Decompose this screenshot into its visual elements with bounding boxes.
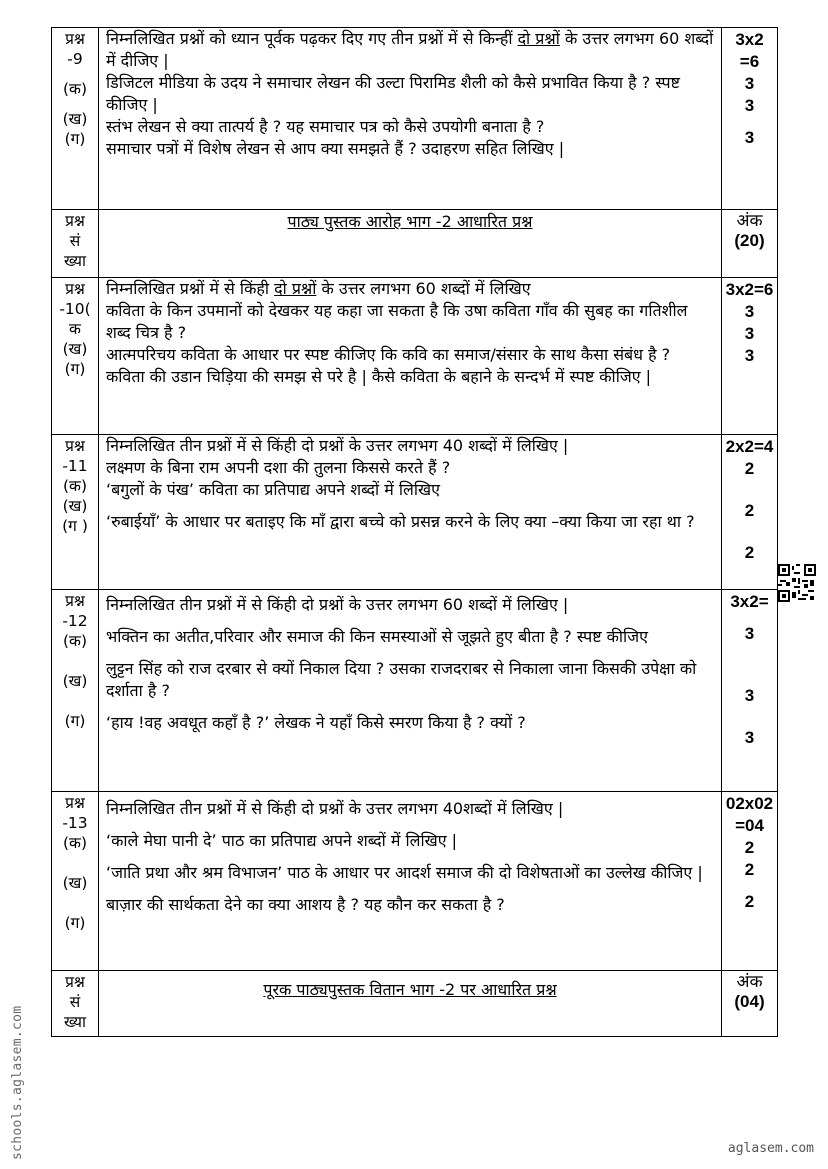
question-row-10 bbox=[52, 278, 778, 435]
question-text: कविता के किन उपमानों को देखकर यह कहा जा सकता है कि उषा कविता गाँव की सुबह का गतिशील शब्द चित्र है ? bbox=[106, 301, 688, 342]
header-num-line: ख्या bbox=[63, 1013, 87, 1031]
marks-value: 3 bbox=[744, 302, 755, 321]
question-row-13 bbox=[52, 792, 778, 971]
marks-value: 3 bbox=[744, 686, 755, 705]
section-title-cell bbox=[99, 210, 722, 278]
marks-heading: अंक bbox=[736, 211, 763, 231]
marks-value: 2 bbox=[744, 501, 755, 520]
sub-label-ka: (क) bbox=[63, 834, 87, 852]
question-number-cell bbox=[52, 435, 99, 590]
qr-code-icon bbox=[778, 564, 816, 602]
marks-value: 3 bbox=[744, 96, 755, 115]
marks-value: 3x2 bbox=[735, 30, 764, 49]
section-title-cell bbox=[99, 971, 722, 1037]
num-line: प्रश्न bbox=[65, 437, 85, 455]
sub-label-ga: (ग ) bbox=[62, 517, 88, 535]
question-instruction: निम्नलिखित प्रश्नों में से किंही दो प्रश्नों के उत्तर लगभग 60 शब्दों में लिखिए bbox=[106, 279, 531, 298]
num-line: -9 bbox=[67, 50, 83, 68]
sub-label-ga: (ग) bbox=[64, 130, 86, 148]
header-num-line: ख्या bbox=[63, 252, 87, 270]
question-body-cell bbox=[99, 435, 722, 590]
marks-cell bbox=[722, 278, 778, 435]
question-text: ‘जाति प्रथा और श्रम विभाजन’ पाठ के आधार पर आदर्श समाज की दो विशेषताओं का उल्लेख कीजिए | bbox=[106, 863, 703, 882]
marks-value: 3 bbox=[744, 728, 755, 747]
question-number-header bbox=[52, 971, 99, 1037]
question-text: ‘बगुलों के पंख’ कविता का प्रतिपाद्य अपने शब्दों में लिखिए bbox=[106, 480, 440, 499]
question-body-cell bbox=[99, 278, 722, 435]
section-total: (04) bbox=[734, 992, 765, 1011]
question-text: लुट्टन सिंह को राज दरबार से क्यों निकाल दिया ? उसका राजदराबर से निकाला जाना किसकी उपेक्षा को दर्शाता है ? bbox=[106, 659, 697, 700]
sub-label-ga: (ग) bbox=[64, 914, 86, 932]
question-body-cell bbox=[99, 28, 722, 210]
num-line: प्रश्न bbox=[65, 592, 85, 610]
marks-value: 3 bbox=[744, 324, 755, 343]
sub-label-kha: (ख) bbox=[62, 497, 88, 515]
section-marks-cell bbox=[722, 210, 778, 278]
marks-cell bbox=[722, 435, 778, 590]
section-header-row bbox=[52, 210, 778, 278]
num-line: -12 bbox=[62, 612, 88, 630]
header-num-line: प्रश्न bbox=[65, 212, 85, 230]
question-text: लक्ष्मण के बिना राम अपनी दशा की तुलना किससे करते हैं ? bbox=[106, 458, 451, 477]
num-line: प्रश्न bbox=[65, 30, 85, 48]
question-instruction: निम्नलिखित प्रश्नों को ध्यान पूर्वक पढ़कर दिए गए तीन प्रश्नों में से किन्हीं दो प्रश्नों के उत्तर लगभग 60 शब्दों में दीजिए | bbox=[106, 29, 714, 70]
header-num-line: प्रश्न bbox=[65, 973, 85, 991]
question-row-9 bbox=[52, 28, 778, 210]
header-num-line: सं bbox=[69, 232, 81, 250]
marks-cell bbox=[722, 28, 778, 210]
marks-value: 2 bbox=[744, 860, 755, 879]
question-text: बाज़ार की सार्थकता देने का क्या आशय है ? यह कौन कर सकता है ? bbox=[106, 895, 505, 914]
section-total: (20) bbox=[734, 231, 765, 250]
question-instruction: निम्नलिखित तीन प्रश्नों में से किंही दो प्रश्नों के उत्तर लगभग 40 शब्दों में लिखिए | bbox=[106, 436, 569, 455]
sub-label-kha: (ख) bbox=[62, 874, 88, 892]
sub-label-kha: (ख) bbox=[62, 672, 88, 690]
question-row-12 bbox=[52, 590, 778, 792]
marks-value: =04 bbox=[735, 816, 764, 835]
marks-value: 2 bbox=[744, 543, 755, 562]
marks-value: 3 bbox=[744, 346, 755, 365]
marks-value: 3 bbox=[744, 74, 755, 93]
marks-cell bbox=[722, 792, 778, 971]
num-line: -13 bbox=[62, 814, 88, 832]
marks-heading: अंक bbox=[736, 972, 763, 992]
sub-label-ka: (क) bbox=[63, 477, 87, 495]
question-instruction: निम्नलिखित तीन प्रश्नों में से किंही दो प्रश्नों के उत्तर लगभग 40शब्दों में लिखिए | bbox=[106, 799, 564, 818]
question-text: ‘हाय !वह अवधूत कहाँ है ?’ लेखक ने यहाँ किसे स्मरण किया है ? क्यों ? bbox=[106, 713, 526, 732]
question-number-cell bbox=[52, 792, 99, 971]
sub-label-ga: (ग) bbox=[64, 712, 86, 730]
question-table bbox=[51, 27, 778, 1037]
question-body-cell bbox=[99, 590, 722, 792]
sub-label-ga: (ग) bbox=[64, 360, 86, 378]
section-header-row bbox=[52, 971, 778, 1037]
marks-value: 02x02 bbox=[725, 794, 774, 813]
question-text: ‘काले मेघा पानी दे’ पाठ का प्रतिपाद्य अपने शब्दों में लिखिए | bbox=[106, 831, 458, 850]
marks-value: 3 bbox=[744, 624, 755, 643]
marks-value: 2x2=4 bbox=[725, 437, 774, 456]
question-number-header bbox=[52, 210, 99, 278]
question-text: कविता की उडान चिड़िया की समझ से परे है | कैसे कविता के बहाने के सन्दर्भ में स्पष्ट कीजिए | bbox=[106, 367, 652, 386]
marks-value: 2 bbox=[744, 459, 755, 478]
question-instruction: निम्नलिखित तीन प्रश्नों में से किंही दो प्रश्नों के उत्तर लगभग 60 शब्दों में लिखिए | bbox=[106, 595, 569, 614]
sub-label-kha: (ख) bbox=[62, 110, 88, 128]
question-number-cell bbox=[52, 590, 99, 792]
question-row-11 bbox=[52, 435, 778, 590]
side-watermark: schools.aglasem.com bbox=[10, 1005, 25, 1160]
marks-value: 2 bbox=[744, 892, 755, 911]
section-title: पाठ्य पुस्तक आरोह भाग -2 आधारित प्रश्न bbox=[287, 212, 533, 231]
num-line: प्रश्न bbox=[65, 280, 85, 298]
question-text: समाचार पत्रों में विशेष लेखन से आप क्या समझते हैं ? उदाहरण सहित लिखिए | bbox=[106, 139, 565, 158]
marks-value: =6 bbox=[739, 52, 760, 71]
sub-label-ka: क bbox=[69, 320, 81, 338]
marks-value: 3x2=6 bbox=[725, 280, 774, 299]
sub-label-ka: (क) bbox=[63, 632, 87, 650]
sub-label-ka: (क) bbox=[63, 80, 87, 98]
marks-cell bbox=[722, 590, 778, 792]
question-text: आत्मपरिचय कविता के आधार पर स्पष्ट कीजिए कि कवि का समाज/संसार के साथ कैसा संबंध है ? bbox=[106, 345, 671, 364]
sub-label-kha: (ख) bbox=[62, 340, 88, 358]
marks-value: 3 bbox=[744, 128, 755, 147]
section-marks-cell bbox=[722, 971, 778, 1037]
question-text: डिजिटल मीडिया के उदय ने समाचार लेखन की उल्टा पिरामिड शैली को कैसे प्रभावित किया है ? स्पष्ट कीजिए | bbox=[106, 73, 680, 114]
question-number-cell bbox=[52, 278, 99, 435]
footer-site-label: aglasem.com bbox=[727, 1141, 814, 1156]
question-text: भक्तिन का अतीत,परिवार और समाज की किन समस्याओं से जूझते हुए बीता है ? स्पष्ट कीजिए bbox=[106, 627, 648, 646]
section-title: पूरक पाठ्यपुस्तक वितान भाग -2 पर आधारित प्रश्न bbox=[263, 980, 557, 999]
question-body-cell bbox=[99, 792, 722, 971]
question-number-cell bbox=[52, 28, 99, 210]
question-text: स्तंभ लेखन से क्या तात्पर्य है ? यह समाचार पत्र को कैसे उपयोगी बनाता है ? bbox=[106, 117, 545, 136]
question-text: ‘रुबाईयाँ’ के आधार पर बताइए कि माँ द्वारा बच्चे को प्रसन्न करने के लिए क्या –क्या किया जा रहा था ? bbox=[106, 512, 695, 531]
num-line: -10( bbox=[59, 300, 91, 318]
marks-value: 2 bbox=[744, 838, 755, 857]
num-line: प्रश्न bbox=[65, 794, 85, 812]
header-num-line: सं bbox=[69, 993, 81, 1011]
marks-value: 3x2= bbox=[730, 592, 769, 611]
num-line: -11 bbox=[62, 457, 88, 475]
